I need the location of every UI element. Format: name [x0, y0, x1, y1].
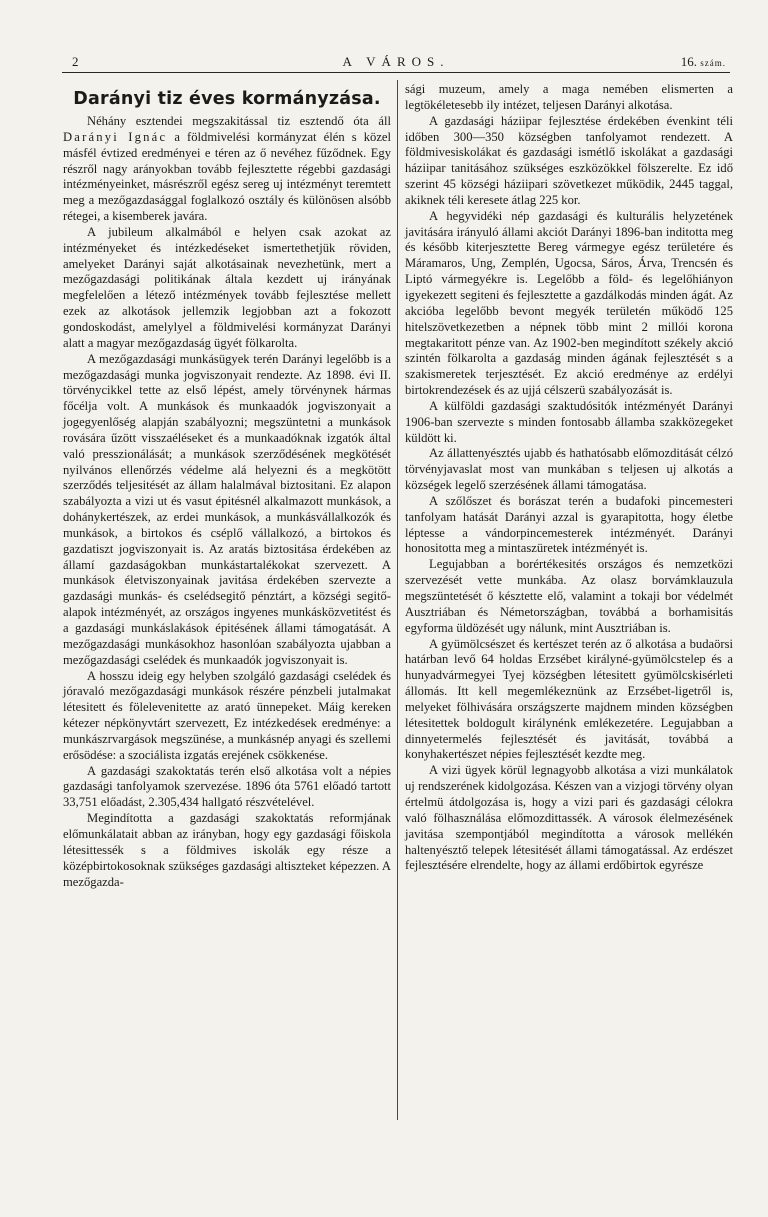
paragraph: A hegyvidéki nép gazdasági és kulturális helyzetének javitására irányuló állami akciót Darányi 1896-ban inditotta meg és később kiterjesztette Bereg vármegye egész területére és Máramaros, Ung, Zemplén, Ugocsa, Sáros, Árva, Trencsén és Liptó vármegyékre is. Legelőbb a föld- és legelőhiányon igyekezett segiteni és fejlesztette a gazdálkodás minden ágát. Az akcióba legelőbb bevont megyék területén működő 125 hitelszövetkezetben a népnek több mint 2 millói korona megtakaritott pénze van. Az 1902-ben megindított székely akció szintén fölkarolta a gazdaság minden ágának fejlesztését s a szakismeretek terjesztését. Ez akció eredménye az erdélyi birtokrendezések és az ujjá célszerü szabályozását is.	[405, 208, 733, 398]
paragraph: A jubileum alkalmából e helyen csak azokat az intézményeket és intézkedéseket ismertethetjük röviden, amelyeket Darányi saját alkotásainak nevezhetünk, mert a mezőgazdasági politikának általa kezdett uj irányának megfelelően a létező intézmények tovább fejlesztése mellett ezek az alkotások jellemzik legjobban azt a fokozott gondoskodást, amelylyel a földmivelési kormányzat Darányi alatt a magyar mezőgazdaság ügyét fölkarolta.	[63, 224, 391, 350]
issue-number-value: 16.	[680, 54, 697, 69]
paragraph: A hosszu ideig egy helyben szolgáló gazdasági cselédek és jóravaló mezőgazdasági munkások részére pénzbeli jutalmakat létesitett és fölelevenitette az arató ünnepeket. Máig kereken kétezer népkönyvtárt szervezett, Ez intézkedések eredménye: a munkászrvargások megszünése, a munkásnép anyagi és szellemi erősödése: a szociálista izgatás erejének csökkenése.	[63, 668, 391, 762]
paragraph: A vizi ügyek körül legnagyobb alkotása a vizi munkálatok uj rendszerének kidolgozása. Készen van a vizjogi törvény olyan értelmü átdolgozása is, hogy a vizi pari és gazdasági célokra való fölhasználása előmozdittassék. A városok élelmezésének javitása szempontjából megindította a városok mellékén haltenyésztő telepek létesitését állami támogatással. Az erdészet fejlesztésére elrendelte, hogy az állami erdőbirtok egyrésze	[405, 763, 733, 873]
running-header	[62, 50, 730, 73]
paragraph: sági muzeum, amely a maga nemében elismerten a legtökéletesebb ily intézet, teljesen Darányi alkotása.	[405, 82, 733, 112]
issue-label: szám.	[700, 58, 726, 68]
spaced-name: Darányi Ignác	[63, 129, 168, 144]
right-column	[405, 82, 733, 874]
column-divider	[397, 80, 398, 1120]
paragraph-text: a földmivelési kormányzat élén s közel másfél évtized eredményei e téren az ő nevéhez fűződnek. Egy részről nagy arányokban tovább fejlesztette régebbi gazdasági intézményeinket, másrészről egész sereg uj intézményt teremtett meg a mezőgazdasággal foglalkozó osztály és különösen alsóbb rétegei, a kisemberek javára.	[63, 129, 391, 224]
paragraph-text: Néhány esztendei megszakitással tiz esztendő óta áll	[87, 114, 391, 128]
page-number: 2	[72, 54, 79, 69]
paragraph: Legujabban a borértékesités országos és nemzetközi szervezését vette munkába. Az olasz borvámklauzula megszüntetését ő késztette elő, valamint a tokaji bor védelmét Ausztriában és Németországban, továbbá a borhamisitás egyforma üldözését ugy nálunk, mint Ausztriában is.	[405, 557, 733, 635]
paragraph: A szőlőszet és borászat terén a budafoki pincemesteri tanfolyam hatását Darányi azzal is gyarapitotta, hogy életbe léptesse a vándorpincemesterek intézményét. Darányi honositotta meg a mintaszüretek intézményét is.	[405, 493, 733, 556]
paragraph: A gazdasági háziipar fejlesztése érdekében évenkint téli időben 300—350 községben tanfolyamot rendezett. A földmivesiskolákat és gazdasági ismétlő iskolákat a gazdasági háziipar tanitásához szükséges eszközökkel fölszerelte. Ez idő szerint 45 községi háziipari szövetkezet működik, 2445 taggal, akiknek téli keresete átlag 225 kor.	[405, 113, 733, 207]
issue-number	[681, 54, 726, 70]
paragraph: A gazdasági szakoktatás terén első alkotása volt a népies gazdasági tanfolyamok szervezése. 1896 óta 5761 előadó tartott 33,751 előadást, 2.305,434 hallgató részvételével.	[63, 763, 391, 810]
article-title: Darányi tiz éves kormányzása.	[73, 89, 381, 109]
left-column	[63, 82, 391, 890]
paragraph: Megindította a gazdasági szakoktatás reformjának előmunkálatait abban az irányban, hogy egy gazdasági főiskola létesittessék s a földmives iskolák egy része a középbirtokosoknak szükséges gazdasági altiszteket képezzen. A mezőgazda-	[63, 811, 391, 889]
paragraph: A mezőgazdasági munkásügyek terén Darányi legelőbb is a mezőgazdasági munka jogviszonyait rendezte. Az 1898. évi II. törvénycikkel tette az első lépést, amely törvénynek hármas főcélja volt. A munkások és munkaadók jogviszonyait a jogegyenlőség alapján szabályozni; megszüntetni a munkások rovására űzött visszaéléseket és a munkaadóknak izgatók által való presszionálását; a munkások szerződésének megkötését nyilvános ellenőrzés védelme alá helyezni és a megkötött szerződés teljesitését az állam halalmával biztositani. Ez alapon szabályozta a vizi ut és vasut épitésnél alkalmazott munkások, a dohánykertészek, az erdei munkások, a munkásvállalkozók és munkások, a birtokos és cséplő vállalkozó, a birtokos és gazdatiszt jogviszonyait is. Az aratás biztositása érdekében az államí gazdaságokban munkástartalékokat szervezett. A munkások életviszonyainak javitása érdekében szervezte a gazdasági munkás- és cselédsegitő pénztárt, a községi segitő-alapok intézményét, az országos ingyenes munkásközvetitést és a gazdasági munkáslakások épitésének állami támogatását. A mezőgazdasági munkásokhoz hasonlóan szabályozta ujabban a mezőgazdasági cselédek és munkaadók jogviszonyait is.	[63, 351, 391, 667]
paragraph: Az állattenyésztés ujabb és hathatósabb előmozditását célzó törvényjavaslat most van munkában s teljesen uj alkotás a községek legelő szerzésének állami támogatása.	[405, 446, 733, 493]
paragraph: A gyümölcsészet és kertészet terén az ő alkotása a budaörsi határban levő 64 holdas Erzsébet királyné-gyümölcstelep és a hunyadvármegyei Tyej községben létesitett gyümölcskisérleti állomás. Itt kell megemlékeznünk az Erzsébet-ligetről is, melyeket fölhivására országszerte majdnem minden községben létesitettek boldogult királynénk emlékezetére. Legujabban a dinnyetermelés fejlesztését és javitását, továbbá a konyhakertészet népies fejlesztését kezdte meg.	[405, 636, 733, 762]
publication-title: A VÁROS.	[342, 54, 450, 69]
paragraph: A külföldi gazdasági szaktudósitók intézményét Darányi 1906-ban szervezte s minden fontosabb államba szakközegeket küldött ki.	[405, 398, 733, 445]
paragraph	[63, 114, 391, 225]
